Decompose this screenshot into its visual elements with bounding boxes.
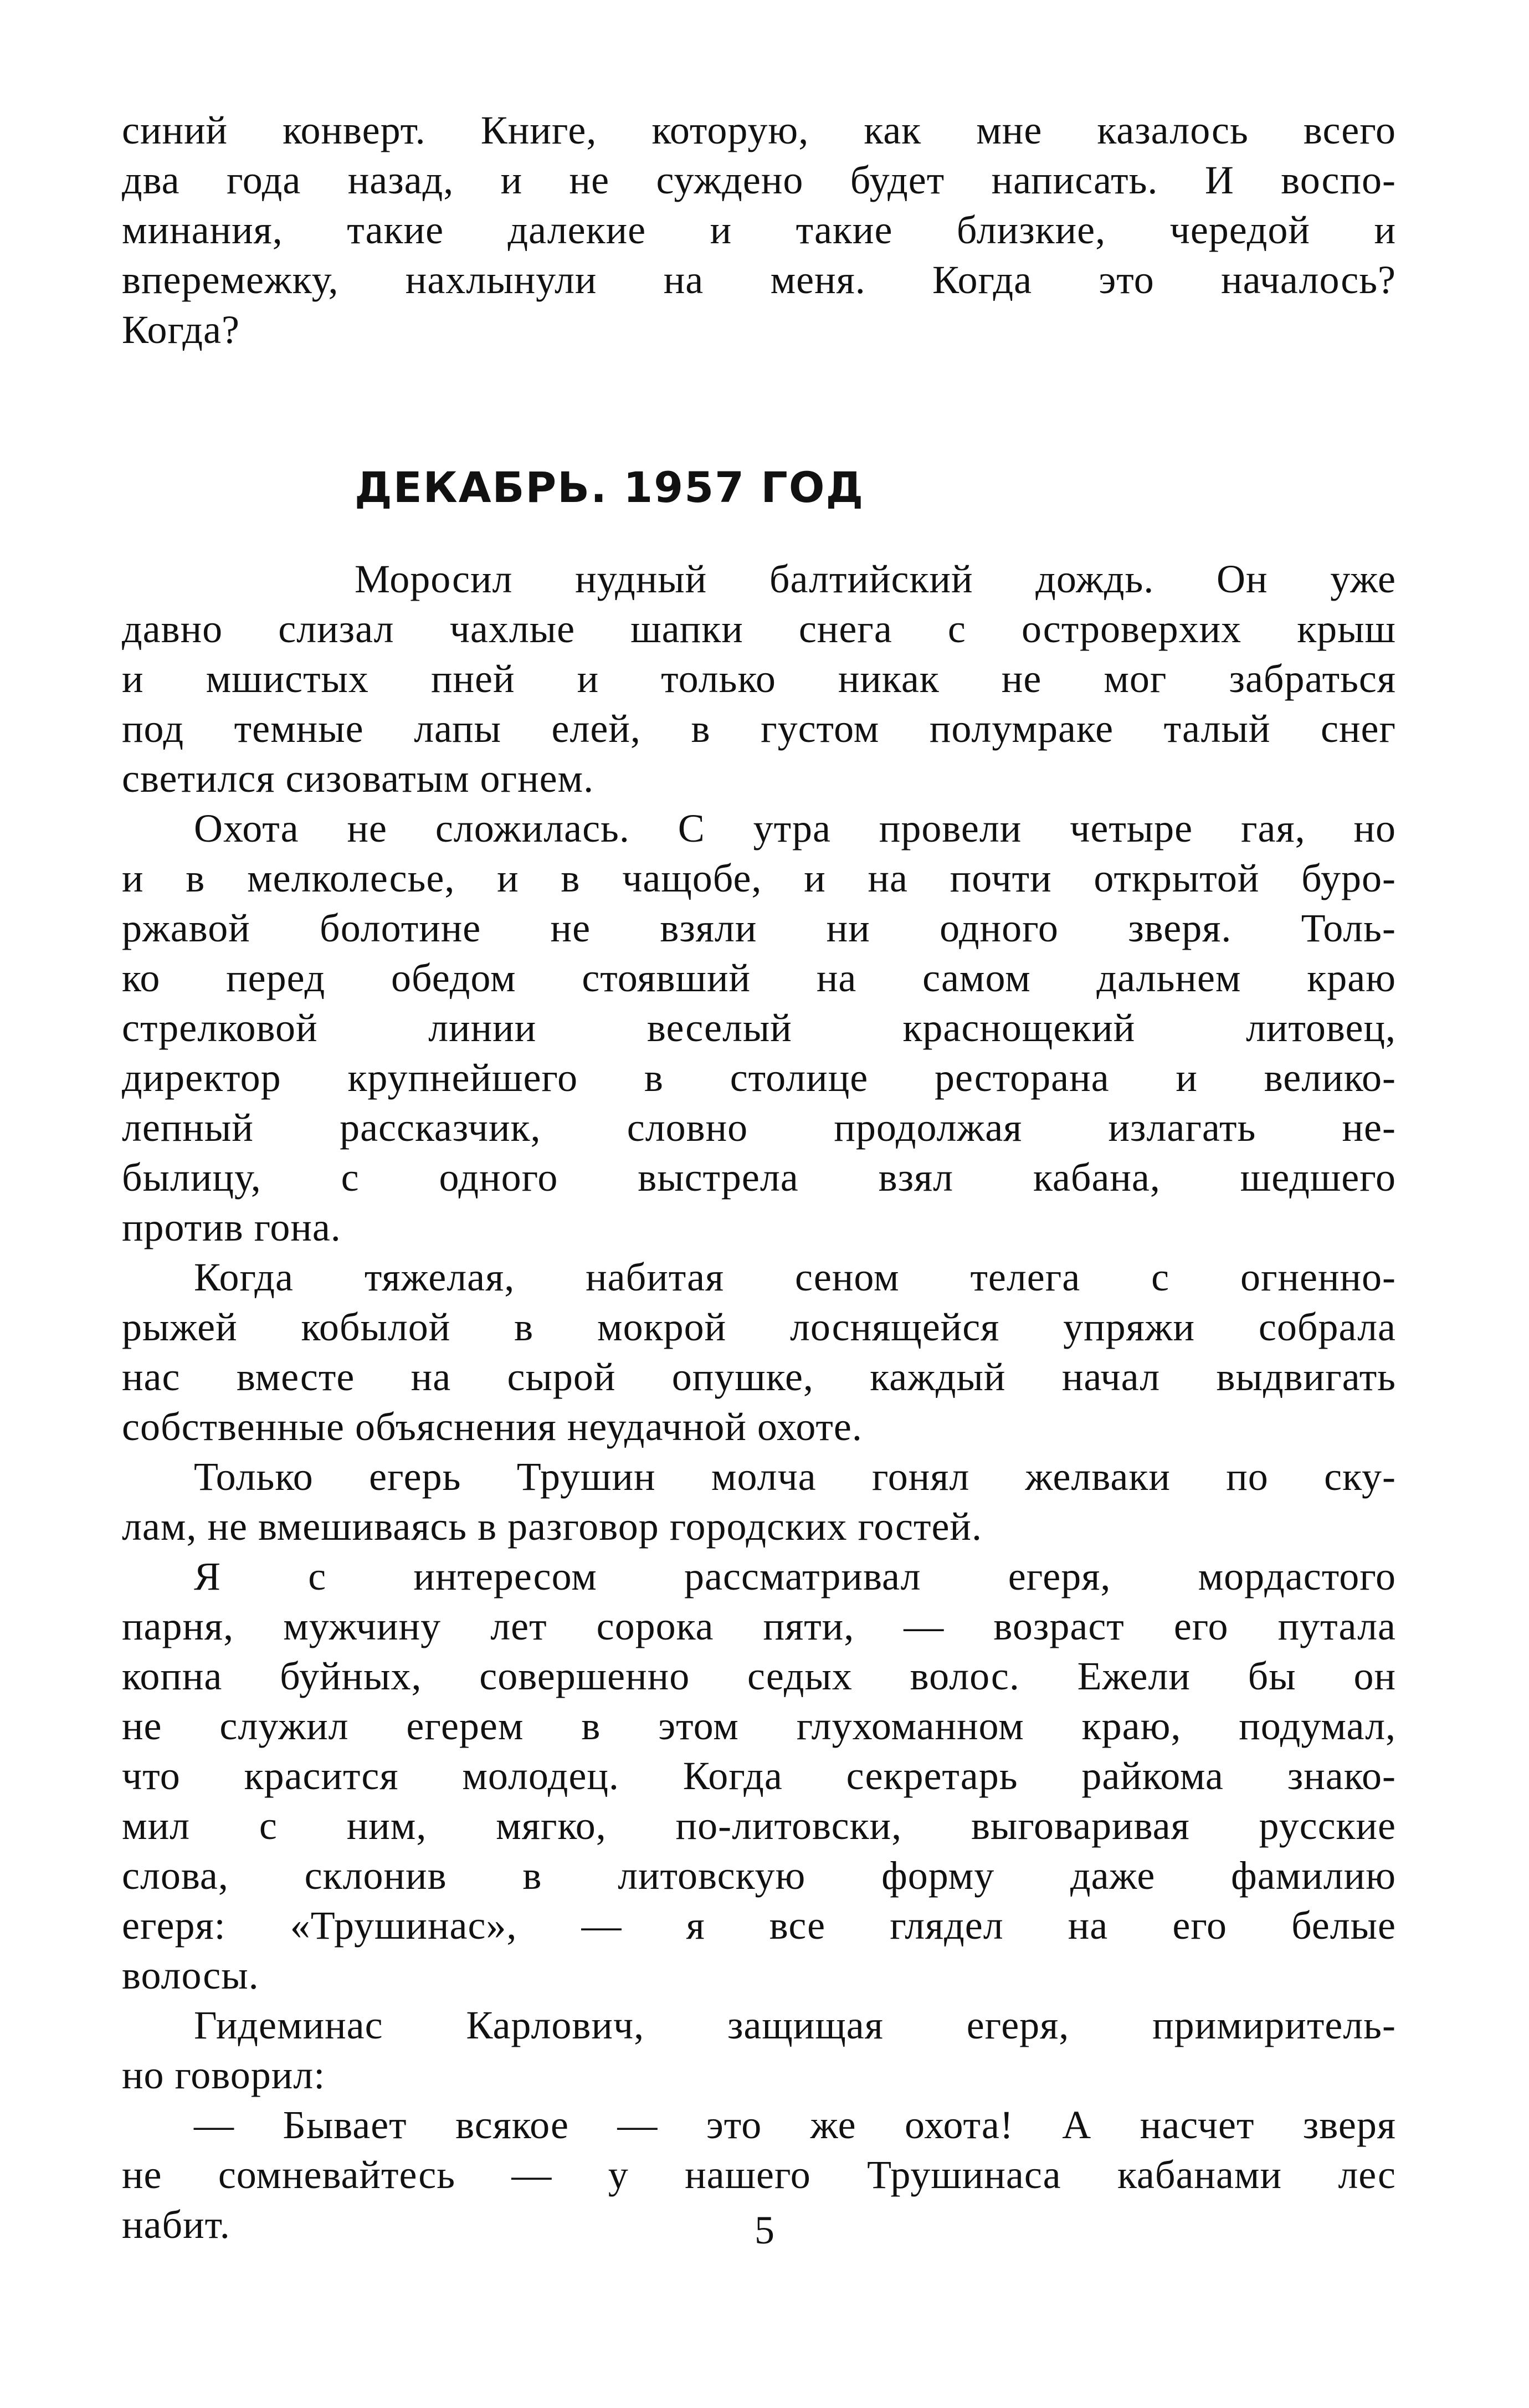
text-line: синий конверт. Книге, которую, как мне казалось всего	[122, 108, 1396, 152]
text-line: вперемежку, нахлынули на меня. Когда это началось?	[122, 258, 1396, 302]
text-line: копна буйных, совершенно седых волос. Ежели бы он	[122, 1654, 1396, 1698]
text-line: Когда?	[122, 308, 240, 352]
text-line: мил с ним, мягко, по-литовски, выговаривая русские	[122, 1804, 1396, 1848]
text-line: лам, не вмешиваясь в разговор городских гостей.	[122, 1504, 982, 1549]
text-line: минания, такие далекие и такие близкие, чередой и	[122, 208, 1396, 252]
text-line: светился сизоватым огнем.	[122, 756, 594, 801]
text-line: Охота не сложилась. С утра провели четыре гая, но	[194, 806, 1396, 851]
text-line: Когда тяжелая, набитая сеном телега с огненно-	[194, 1255, 1396, 1299]
text-line: — Бывает всякое — это же охота! А насчет зверя	[194, 2103, 1396, 2147]
text-line: лепный рассказчик, словно продолжая излагать не-	[122, 1105, 1396, 1150]
text-line: Гидеминас Карлович, защищая егеря, примиритель-	[194, 2003, 1396, 2047]
text-line: два года назад, и не суждено будет написать. И воспо-	[122, 158, 1396, 202]
text-line: Моросил нудный балтийский дождь. Он уже	[355, 557, 1396, 601]
text-line: под темные лапы елей, в густом полумраке талый снег	[122, 706, 1396, 751]
text-line: и в мелколесье, и в чащобе, и на почти открытой буро-	[122, 856, 1396, 900]
text-line: рыжей кобылой в мокрой лоснящейся упряжи собрала	[122, 1305, 1396, 1349]
text-line: и мшистых пней и только никак не мог забраться	[122, 657, 1396, 701]
page-number: 5	[755, 2208, 774, 2252]
text-line: директор крупнейшего в столице ресторана и велико-	[122, 1056, 1396, 1100]
section-heading: ДЕКАБРЬ. 1957 ГОД	[355, 463, 865, 512]
text-line: волосы.	[122, 1953, 259, 1997]
text-line: парня, мужчину лет сорока пяти, — возраст его путала	[122, 1604, 1396, 1648]
text-line: слова, склонив в литовскую форму даже фамилию	[122, 1853, 1396, 1898]
text-line: не служил егерем в этом глухоманном краю, подумал,	[122, 1704, 1396, 1748]
text-line: не сомневайтесь — у нашего Трушинаса кабанами лес	[122, 2153, 1396, 2197]
text-line: против гона.	[122, 1205, 341, 1249]
text-line: былицу, с одного выстрела взял кабана, шедшего	[122, 1155, 1396, 1200]
text-line: набит.	[122, 2202, 230, 2247]
text-line: Только егерь Трушин молча гонял желваки по ску-	[194, 1454, 1396, 1499]
text-line: нас вместе на сырой опушке, каждый начал выдвигать	[122, 1355, 1396, 1399]
text-line: ржавой болотине не взяли ни одного зверя. Толь-	[122, 906, 1396, 950]
text-line: стрелковой линии веселый краснощекий литовец,	[122, 1006, 1396, 1050]
text-line: но говорил:	[122, 2053, 326, 2097]
text-line: Я с интересом рассматривал егеря, мордастого	[194, 1554, 1396, 1598]
text-line: давно слизал чахлые шапки снега с островерхих крыш	[122, 607, 1396, 651]
text-line: егеря: «Трушинас», — я все глядел на его белые	[122, 1903, 1396, 1948]
chapter-body	[122, 554, 1396, 2250]
text-line: ко перед обедом стоявший на самом дальнем краю	[122, 956, 1396, 1000]
text-line: что красится молодец. Когда секретарь райкома знако-	[122, 1754, 1396, 1798]
intro-paragraph	[122, 105, 1396, 355]
text-line: собственные объяснения неудачной охоте.	[122, 1405, 863, 1449]
